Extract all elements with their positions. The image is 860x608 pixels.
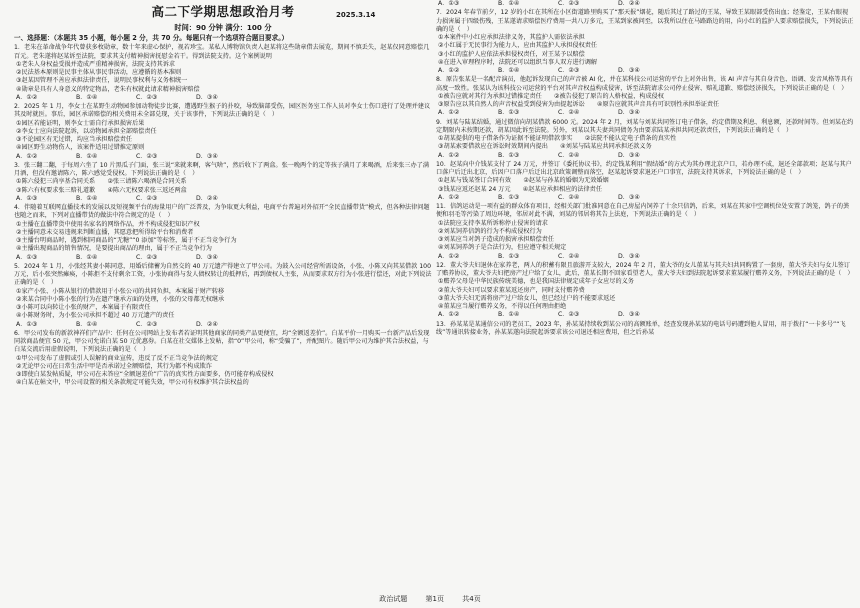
statement-option: ③即使白某发帖质疑，甲公司在未答应“全额退差价”广告的真实性方面要多，仍可能存构成侵权 (16, 371, 274, 378)
answer-choices (436, 0, 854, 8)
statement-option: ①胡某提供的电子借条作为证据不能证明借款事实 ②法院不能认定电子借条的真实性 (438, 135, 677, 142)
right-column (436, 0, 854, 590)
answer-choice: C．②③ (136, 253, 158, 261)
answer-choice: D．③④ (618, 252, 640, 260)
question-stem: 2．2025 年 1 月，李女士在某野生动物园参加动物徒步比赛，遭遇野生猴子的扑咬，导致脑部受伤，园区医务室工作人员对李女士伤口进行了处理并建议其及时就医。事后，园区承诺赔偿的相关费用未全部兑现，关于该事件，下列说法正确的是（ ） (14, 103, 431, 119)
statement-option: ①老朱人身权益受损并造成严重精神损害，法院支持其诉求 (16, 60, 176, 68)
statement-option: ④刘某饲养鸽子是合法行为，但应遵守相关规定 (438, 244, 567, 252)
question (436, 119, 854, 160)
answer-choices (14, 254, 432, 262)
statement-option: ②董大爷夫妇可以要求董某返还房产，同时支付赡养费 (438, 286, 585, 294)
answer-choice: A．①② (438, 193, 460, 201)
answer-choices (436, 253, 854, 261)
answer-choice: B．①④ (76, 152, 98, 160)
section-heading: 一、选择题：（本题共 35 小题，每小题 2 分，共 70 分。每题只有一个选项符合题目要求。） (14, 34, 289, 43)
footer-page: 第1页 (425, 595, 444, 603)
question-stem: 13．孙某某是某通信公司的老员工，2023 年，孙某某持续收到某公司的高额账单，经查发现孙某某的电话号码遭到他人冒用，用于拨打“一卡多号”“飞线”等通讯转接业务，孙某某遂向法院起诉要求该公司退还相应费用，但之后孙某 (436, 320, 846, 336)
answer-choice: B．①④ (76, 253, 98, 261)
question (436, 161, 854, 202)
answer-choice: D．③④ (196, 93, 218, 101)
statement-option: ④主播出现商品的销售情况，是要提出商品的理由，属于不正当竞争行为 (16, 245, 212, 253)
answer-choice: D．③④ (196, 152, 218, 160)
answer-choice: B．①④ (76, 320, 98, 328)
question (436, 203, 854, 261)
statement-option: ③小红的监护人应依法承担侵权责任，对王某予以赔偿 (438, 50, 585, 58)
answer-choice: A．①③ (16, 320, 38, 328)
answer-choice: B．①③ (498, 151, 520, 159)
question-stem: 11．信鸽运动是一项有益的群众体育项目，经相关部门批准同意在自己房屋内饲养了十余只信鸽，后来，刘某在其家中空调机位处安置了鸽笼，鸽子的粪便和羽毛等污染了周边环境，邻居对此不满，刘某的邻居将其告上法庭，下列说法正确的是（ ） (436, 203, 850, 219)
question (14, 44, 432, 102)
answer-choice: A．①② (438, 109, 460, 117)
statement-option: ①本案件中小红应承担法律义务，其监护人需依法承担 (438, 34, 585, 41)
answer-choice: D．③④ (618, 151, 640, 159)
answer-choices (436, 311, 854, 319)
statement-option: ③原告应以其自然人的声音权益受到侵害为由提起诉讼 ④原告应就其声音具有可识别性承担举证责任 (438, 101, 720, 108)
answer-choice: C．②③ (558, 311, 580, 319)
answer-choice: D．③④ (618, 67, 640, 74)
statement-option: ①赡养父母是中华民族传统美德，也是我国法律规定成年子女应尽的义务 (438, 278, 634, 286)
question (14, 204, 432, 262)
question (14, 330, 432, 388)
statement-option: ①园区若能证明，则李女士需自行承担损害后果 (16, 119, 145, 127)
question (14, 162, 432, 203)
statement-option: ③陈六有权要求张三赔礼道歉 ④陈六无权要求张三返还两盒 (16, 186, 187, 194)
statement-option: ③胡某索要借款应在诉讼时效期间内提出 ④刘某与陆某应共同承担还款义务 (438, 143, 652, 151)
answer-choice: C．②④ (558, 151, 580, 159)
question-stem: 7．2024 年春节前夕，12 岁的小红在其所在小区街道路里购买了“那天报”烟花，随后其过了路过的王某，导致王某眼部受伤出血；经鉴定，王某右眼视力损害属于四级伤残，王某遂请求赔偿医疗费用一共八万多元，王某到家被问至，以我所以住在马路路边的用，向小红的监护人要求赔偿损失，下列说法正确的是（ ） (436, 9, 854, 33)
question-stem: 8．原告张某是一名配音演员，他起诉发现自己的声音被 AI 化，并在某科技公司运营的平台上对外出售，该 AI 声音与其自身音色、语调、发音风格等具有高度一致性。张某认为该科技公司运营的平台对其声音权益构成侵害，诉至法院请求公司停止侵害、赔礼道歉、赔偿经济损失，下列说法正确的是（ ） (436, 76, 853, 92)
statement-option: ②刘某饲养信鸽的行为不构成侵权行为 (438, 227, 542, 235)
statement-option: ①家产小张、小陈从银行的借款用于小张公司的共同负担，本案属于财产转移 (16, 287, 225, 295)
question-stem: 3．张三翻二翻，于每周六坐了 10 片黑瓜子门面，张三说“来就来啊，客气啥”，然后收下了两盒。张一晚两个的定等孩子满月了来喝酒，后来张三办了满月酒，但没有邀请陈六，陈六感觉受侵权。下列说法正确的是（ ） (14, 161, 429, 177)
statement-option: ①法院应支持李某所诉称停止侵害的请求 (438, 219, 548, 227)
statement-option: ①主播在直播带货中使用名家名的网络作品，并不构成侵犯知识产权 (16, 220, 200, 228)
statement-option: ②主播同意未交易违规来判断直播，其愿意把所得给平台和消费者 (16, 228, 194, 236)
answer-choice: B．①③ (498, 252, 520, 260)
footer-total: 共4页 (462, 595, 481, 603)
statement-option: ④董某应当履行赡养义务，不得以任何理由拒绝 (438, 303, 567, 310)
answer-choice: D．②④ (196, 320, 218, 328)
statement-option: ①陈六侵犯三尚享基合同关系 ②张三请陈六喝酒是合同关系 (16, 178, 187, 186)
answer-choice: A．①② (438, 67, 460, 74)
answer-choice: B．①④ (498, 311, 520, 319)
statement-option: ③刘某应当对鸽子造成的损害承担赔偿责任 (438, 236, 555, 243)
left-column (14, 0, 432, 590)
statement-option: ④在进入审理程序时，法院还可以组织当事人双方进行调解 (438, 58, 598, 66)
answer-choice: A．①② (438, 311, 460, 319)
statement-option: ③赵某因管理不善应承担法律责任，说明民事权利与义务相统一 (16, 77, 188, 85)
answer-choice: A．①② (16, 93, 38, 101)
question (436, 262, 854, 320)
answer-choice: B．①④ (498, 0, 520, 7)
title-row (14, 6, 432, 24)
statement-option: ③主播台明商品时，遇到相同商品的“无糖”“0 添加”等标签，属于不正当竞争行为 (16, 237, 237, 244)
question-stem: 1．老朱在革命战争年代曾获多枚勋章，数十年来虚心保护，视若珍宝。某私人博物馆负责人赵某将这些勋章借去展览，期间不慎丢失，赵某仅同意赔偿几百元。老朱遂将赵某诉至法院，要求其支付精神损害抚慰金若干。得到法院支持。这个案例说明 (14, 44, 430, 60)
answer-choice: A．①② (16, 152, 38, 160)
answer-choice: C．②③ (136, 194, 158, 202)
page-footer (0, 594, 860, 604)
statement-option: ②民法基本原则是民事主体从事民事活动，应遵循的基本准则 (16, 69, 182, 76)
answer-choice: B．①④ (498, 67, 520, 74)
statement-option: ①被告应就对其行为承担过错推定责任 ②被告侵犯了原告的人格权益，构成侵权 (438, 92, 664, 100)
answer-choice: C．②③ (558, 0, 580, 7)
question-stem: 9．刘某与陆某结婚，通过微信向胡某借款 6000 元。2024 年 2 月，刘某与刘某共同签订电子借条，约定借期及利息、利息额，还款时间等。但刘某在约定期限内未按期还款，胡某因此诉至法院。另外，刘某以其夫妻共同债务为由要求陆某承担共同还款责任，下列说法正确的是（ ） (436, 118, 854, 134)
answer-choices (436, 152, 854, 160)
answer-choices (436, 67, 854, 75)
question (14, 103, 432, 161)
statement-option: ②李女士应向法院起诉，以动物园承担全部赔偿责任 (16, 127, 157, 135)
question-stem: 6．甲公司发布的新款神祥们产品中：任何在公司网站上发布者若证明其他商家的同类产品更便宜，均“全额返差价”。白某平价一月购买一台新产品后发现同款商品便宜 50 元，甲公司允诺白某 50 元优惠券。白某在社交媒体上发帖，指“0”甲公司，称“受骗了”，并配图片。随后甲公司为维护其合法权益，与白某交流后用虚假说明，下列说法正确的是（ ） (14, 329, 430, 354)
page-title: 高二下学期思想政治月考 (151, 4, 295, 19)
answer-choice: D．②④ (196, 194, 218, 202)
question (436, 0, 854, 8)
answer-choices (436, 109, 854, 117)
exam-date: 2025.3.14 (336, 11, 376, 19)
statement-option: ①甲公司发布了虚假或引人误解的商业宣传，违反了反不正当竞争法的规定 (16, 354, 219, 362)
statement-option: ①赵某与钱某签订合同有效 ②赵某与孙某的婚姻为无效婚姻 (438, 177, 609, 185)
answer-choice: D．③④ (196, 253, 218, 261)
question (14, 263, 432, 329)
statement-option: ④小陈财务时，为小张公司承担不超过 40 万元遗产的责任 (16, 312, 175, 320)
answer-choices (14, 153, 432, 161)
statement-option: ②小红属于无民事行为能力人，应由其监护人承担侵权责任 (438, 42, 598, 50)
answer-choice: B．①③ (498, 109, 520, 117)
footer-subject: 政治试题 (379, 595, 408, 603)
statement-option: ④园区野生动物伤人，该案件适用过错推定原则 (16, 144, 145, 152)
answer-choices (14, 94, 432, 102)
answer-choice: C．②③ (136, 93, 158, 101)
answer-choice: A．①② (438, 151, 460, 159)
answer-choice: C．②③ (136, 152, 158, 160)
statement-option: ③小陈可以向转让小张的财产，本案属于有限责任 (16, 304, 151, 311)
answer-choice: B．①③ (498, 193, 520, 201)
exam-info: 时间：90 分钟 满分：100 分 (174, 23, 272, 32)
question-stem: 5．2024 年 1 月，小张经其妻小陈同意，用婚后储蓄为自然交的 40 万元遗产得建立了甲公司。为鼓入公司经营所需设备，小张、小陈又向其某借款 100 万元，后小张突然瘫痪，小陈拒不支付剩余工资，小张协商得与发人债权转让的抵押后，再到债权人主张，从而要求双方行为小张进行偿还，对此下列说法正确的是（ ） (14, 262, 432, 287)
question (436, 321, 854, 338)
question-list-right (436, 0, 854, 337)
statement-option: ③钱某应返还赵某 24 万元 ④赵某应承担相应的法律责任 (438, 185, 602, 193)
statement-option: ②无论甲公司在日常生活中甲是否承诺过全额赔偿，其行为都不构成欺诈 (16, 362, 212, 370)
answer-choice: C．②③ (558, 67, 580, 74)
question-stem: 4．伴随着互联网直播技术的发展以及短视频平台的海量用户的广泛普及，为争取更大利益，电商平台普遍对外招开“全民直播带货”模式，但各种法律问题也随之而来，下列对直播带货的做法中符合规定的是（ ） (14, 204, 430, 220)
question (436, 76, 854, 117)
statement-option: ④勋章是具有人身意义的特定物品，老朱有权就此请求精神损害赔偿 (16, 85, 200, 93)
answer-choice: A．①③ (16, 253, 38, 261)
answer-choice: B．①④ (76, 93, 98, 101)
answer-choices (436, 194, 854, 202)
statement-option: ③不论园区有无过错，均应当承担赔偿责任 (16, 136, 133, 143)
answer-choice: D．②④ (618, 0, 640, 7)
statement-option: ④白某在帖文中，甲公司设置的相关条款规定可能失效，甲公司有权维护其合法权益的 (16, 379, 249, 387)
answer-choice: C．②④ (558, 252, 580, 260)
answer-choice: C．②③ (136, 320, 158, 328)
answer-choices (14, 321, 432, 329)
answer-choice: C．②④ (558, 109, 580, 117)
answer-choice: B．①④ (76, 194, 98, 202)
answer-choice: D．③④ (618, 311, 640, 319)
answer-choice: D．③④ (618, 193, 640, 201)
answer-choices (14, 195, 432, 203)
question-stem: 10．赵某向中介钱某支付了 24 万元，并签订《委托协议书》，约定钱某利用“假结婚”的方式为其办理北京户口，若办理不成，退还全部款项；赵某与其户口落户后迁出北京，后因户口落户后迁出北京政策调整而落空，赵某起诉要求退还户口事宜，法院支持其诉求，下列说法正确的是（ ） (436, 160, 852, 176)
question-stem: 12．董大爷夫妇退休在家养老，两人的积蓄有限且旅游开支较大，2024 年 2 月，董大爷的女儿董某与其夫妇共同购置了一套房，董大爷夫妇与女儿签订了赡养协议，董大爷夫妇把房产过户给了女儿，此后，董某长期不回家看望老人，董大爷夫妇到法院起诉要求董某履行赡养义务，下列说法正确的是（ ） (436, 261, 854, 277)
question (436, 9, 854, 75)
answer-choice: C．②④ (558, 193, 580, 201)
statement-option: ②来某合同中小陈小张的行为在遗产继承方面的处理，小张的父母都无权继承 (16, 295, 225, 303)
answer-choice: D．③④ (618, 109, 640, 117)
question-list-left (14, 44, 432, 387)
statement-option: ③董大爷夫妇无需将房产过户给女儿，但已经过户的不能要求返还 (438, 294, 616, 302)
answer-choice: A．①③ (438, 0, 460, 7)
answer-choice: A．①③ (16, 194, 38, 202)
answer-choice: A．①② (438, 252, 460, 260)
